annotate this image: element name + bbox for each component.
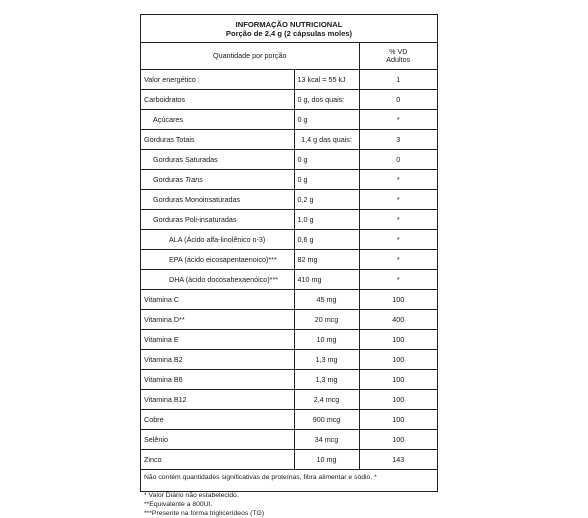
nutrient-qty: 0 g	[294, 150, 359, 170]
table-row	[141, 150, 437, 170]
nutrient-vd: *	[359, 250, 437, 270]
nutrient-vd: *	[359, 270, 437, 290]
nutrient-qty: 10 mg	[294, 450, 359, 470]
nutrient-name: Selênio	[141, 430, 294, 450]
nutrient-qty: 82 mg	[294, 250, 359, 270]
table-row	[141, 310, 437, 330]
table-row	[141, 110, 437, 130]
nutrient-qty: 10 mg	[294, 330, 359, 350]
nutrient-qty: 0 g, dos quais:	[294, 90, 359, 110]
nutrient-vd: *	[359, 210, 437, 230]
vd-header-line2: Adultos	[386, 55, 411, 64]
nutrient-vd: *	[359, 110, 437, 130]
nutrient-qty: 0,2 g	[294, 190, 359, 210]
nutrient-vd: *	[359, 190, 437, 210]
nutrient-qty: 0 g	[294, 170, 359, 190]
footnote-dv: * Valor Diário não estabelecido.	[144, 492, 239, 499]
nutrient-qty: 20 mcg	[294, 310, 359, 330]
table-row	[141, 210, 437, 230]
table-row	[141, 130, 437, 150]
nutrient-vd: 400	[359, 310, 437, 330]
nutrient-qty: 1,0 g	[294, 210, 359, 230]
nutrient-name: Vitamina D**	[141, 310, 294, 330]
nutrient-vd: 0	[359, 150, 437, 170]
table-row	[141, 190, 437, 210]
nutrient-name: Gorduras Poli-insaturadas	[141, 210, 294, 230]
table-row	[141, 430, 437, 450]
nutrient-vd: 100	[359, 430, 437, 450]
table-row	[141, 350, 437, 370]
nutrient-name: Gorduras Monoinsaturadas	[141, 190, 294, 210]
table-row	[141, 390, 437, 410]
qty-column-header: Quantidade por porção	[141, 43, 359, 70]
trans-prefix: Gorduras	[153, 175, 185, 184]
nutrient-name: Valor energético	[141, 70, 294, 90]
table-row	[141, 250, 437, 270]
nutrition-facts-label	[140, 14, 438, 517]
table-row	[141, 270, 437, 290]
label-header	[141, 15, 437, 43]
label-title: INFORMAÇÃO NUTRICIONAL	[235, 20, 343, 29]
table-row	[141, 230, 437, 250]
table-row	[141, 70, 437, 90]
nutrient-name: Vitamina B2	[141, 350, 294, 370]
nutrient-name: Carboidratos	[141, 90, 294, 110]
nutrient-qty: 13 kcal = 55 kJ	[294, 70, 359, 90]
nutrient-qty: 1,4 g das quais:	[294, 130, 359, 150]
nutrient-name: Vitamina B12	[141, 390, 294, 410]
nutrition-table	[141, 43, 437, 470]
nutrient-qty: 1,3 mg	[294, 350, 359, 370]
nutrient-vd: *	[359, 170, 437, 190]
nutrient-vd: 0	[359, 90, 437, 110]
nutrient-name: Vitamina B6	[141, 370, 294, 390]
nutrient-qty: 34 mcg	[294, 430, 359, 450]
nutrient-vd: *	[359, 230, 437, 250]
table-row	[141, 370, 437, 390]
nutrient-vd: 143	[359, 450, 437, 470]
nutrient-qty: 0,6 g	[294, 230, 359, 250]
vd-column-header	[359, 43, 437, 70]
footnote-vitd: **Equivalente a 800UI.	[144, 501, 213, 508]
table-row	[141, 170, 437, 190]
label-serving-size: Porção de 2,4 g (2 cápsulas moles)	[225, 29, 353, 38]
footnote-tg: ***Presente na forma triglicerídeos (TG)	[144, 510, 265, 517]
footnote-not-significant: Não contém quantidades significativas de proteínas, fibra alimentar e sódio. *	[144, 474, 377, 481]
nutrient-name: EPA (ácido eicosapentaenoico)***	[141, 250, 294, 270]
nutrient-name	[141, 170, 294, 190]
nutrient-name: DHA (ácido docosahexaenóico)***	[141, 270, 294, 290]
nutrient-qty: 900 mcg	[294, 410, 359, 430]
nutrient-qty: 2,4 mcg	[294, 390, 359, 410]
nutrient-name: Açúcares	[141, 110, 294, 130]
nutrient-qty: 1,3 mg	[294, 370, 359, 390]
nutrient-vd: 3	[359, 130, 437, 150]
nutrient-qty: 410 mg	[294, 270, 359, 290]
nutrient-qty: 0 g	[294, 110, 359, 130]
vd-header-line1: % VD	[389, 47, 408, 56]
nutrient-name: Gorduras Totais	[141, 130, 294, 150]
nutrient-vd: 1	[359, 70, 437, 90]
nutrient-vd: 100	[359, 390, 437, 410]
nutrient-name: ALA (Ácido alfa-linolênico n-3)	[141, 230, 294, 250]
nutrient-vd: 100	[359, 330, 437, 350]
column-header-row	[141, 43, 437, 70]
table-row	[141, 330, 437, 350]
nutrient-vd: 100	[359, 370, 437, 390]
nutrient-name: Vitamina C	[141, 290, 294, 310]
nutrient-name: Gorduras Saturadas	[141, 150, 294, 170]
nutrient-vd: 100	[359, 350, 437, 370]
table-row	[141, 410, 437, 430]
nutrient-qty: 45 mg	[294, 290, 359, 310]
table-row	[141, 290, 437, 310]
nutrient-vd: 100	[359, 290, 437, 310]
trans-italic: Trans	[184, 175, 203, 184]
nutrient-name: Cobre	[141, 410, 294, 430]
nutrient-vd: 100	[359, 410, 437, 430]
table-row	[141, 90, 437, 110]
table-row	[141, 450, 437, 470]
nutrient-name: Zinco	[141, 450, 294, 470]
footnotes	[141, 470, 437, 518]
nutrient-name: Vitamina E	[141, 330, 294, 350]
